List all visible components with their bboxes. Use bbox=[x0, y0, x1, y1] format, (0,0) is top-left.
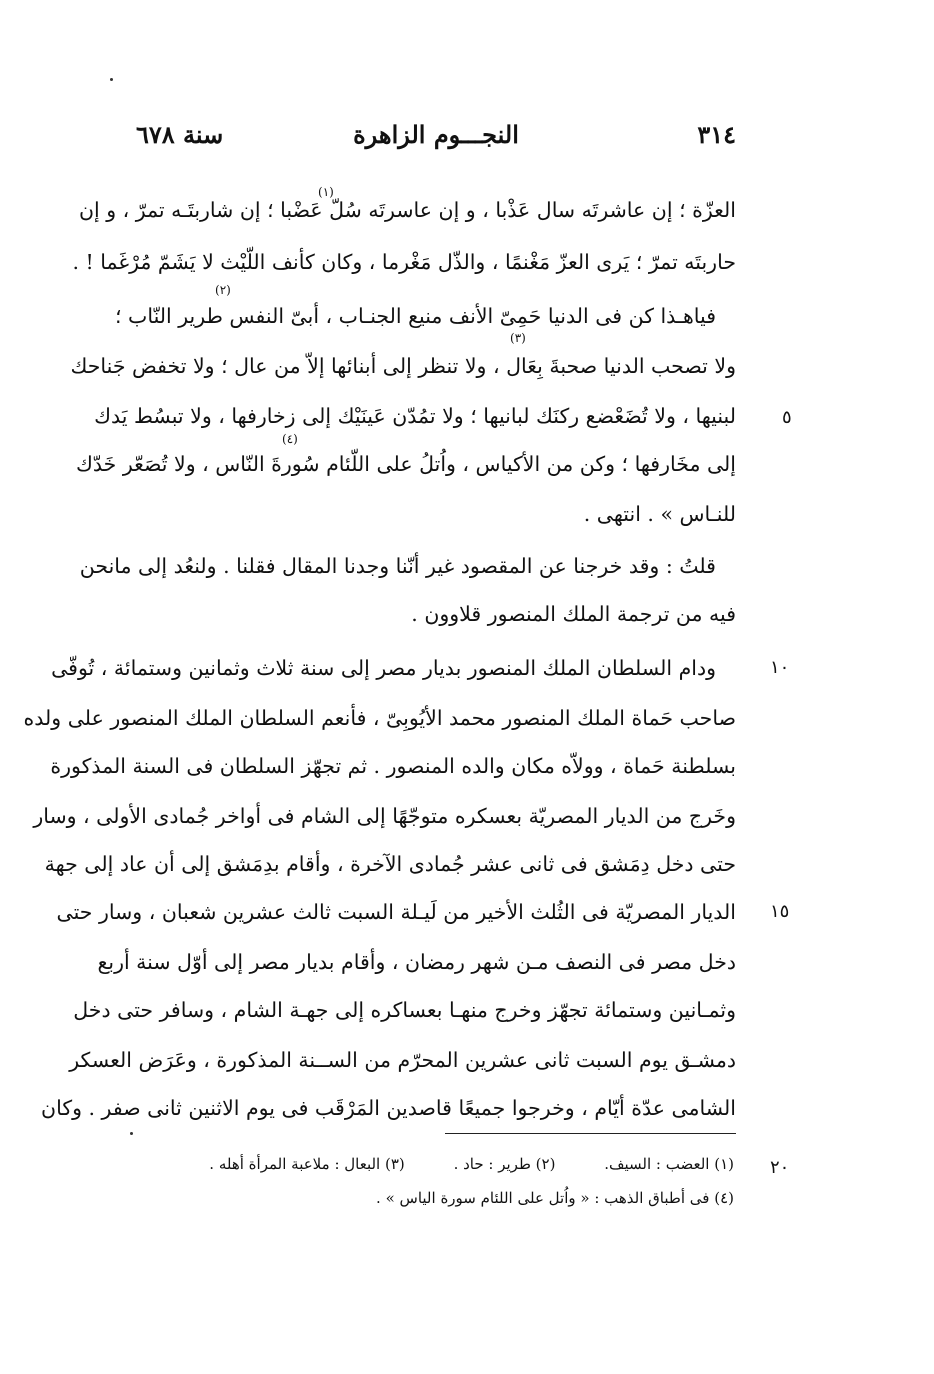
text-line: فيه من ترجمة الملك المنصور قلاوون . bbox=[411, 602, 736, 626]
text-line: حتى دخل دِمَشق فى ثانى عشر جُمادى الآخرة ، وأقام بدِمَشق إلى أن عاد إلى جهة bbox=[44, 852, 736, 876]
running-header bbox=[136, 120, 736, 160]
note-mark-3: (٣) bbox=[510, 331, 526, 345]
note-mark-1: (١) bbox=[318, 185, 334, 199]
scan-speck bbox=[110, 78, 113, 81]
text-line: لبنيها ، ولا تُضَعْضع ركنَك لبانيها ؛ ولا تمُدّن عَينَيْك إلى زخارفها ، ولا تبسُط يَدك bbox=[94, 404, 736, 428]
text-line: دمشـق يوم السبت ثانى عشرين المحرّم من الســنة المذكورة ، وعَرَض العسكر bbox=[69, 1048, 736, 1072]
text-line: الشامى عدّة أيّام ، وخرجوا جميعًا قاصدين المَرْقَب فى يوم الاثنين ثانى صفر . وكان bbox=[41, 1096, 736, 1120]
page-number: ٣١٤ bbox=[697, 120, 736, 149]
text-line: ولا تصحب الدنيا صحبةَ بِعَال ، ولا تنظر إلى أبنائها إلاّ من عال ؛ ولا تخفض جَناحك bbox=[70, 354, 736, 378]
text-line: وثمـانين وستمائة تجهّز وخرج منهـا بعساكره إلى جهـة الشام ، وسافر حتى دخل bbox=[73, 998, 736, 1022]
footnote-row bbox=[209, 1150, 734, 1178]
margin-line-number: ٥ bbox=[782, 407, 792, 428]
footnote: (٢) طرير : حاد . bbox=[453, 1155, 556, 1173]
text-line: فياهـذا كن فى الدنيا حَمِىّ الأنف منيع الجنـاب ، أبىّ النفس طرير النّاب ؛ bbox=[115, 304, 716, 328]
footnote: (١) العضب : السيف. bbox=[604, 1155, 734, 1173]
text-line: بسلطنة حَماة ، وولاّه مكان والده المنصور . ثم تجهّز السلطان فى السنة المذكورة bbox=[50, 754, 736, 778]
footnote: (٣) البعال : ملاعبة المرأة أهله . bbox=[209, 1155, 405, 1173]
margin-line-number: ٢٠ bbox=[770, 1157, 790, 1178]
text-line: وخَرج من الديار المصريّة بعسكره متوجّهًا إلى الشام فى أواخر جُمادى الأولى ، وسار bbox=[33, 804, 736, 828]
text-line: دخل مصر فى النصف مـن شهر رمضان ، وأقام بديار مصر إلى أوّل سنة أربع bbox=[97, 950, 736, 974]
text-line: العزّة ؛ إن عاشرتَه سال عَذْبا ، و إن عاسرتَه سُلّ عَضْبا ؛ إن شاربتَـه تمرّ ، و إن bbox=[78, 198, 736, 222]
margin-line-number: ١٥ bbox=[770, 901, 790, 922]
footnote: (٤) فى أطباق الذهب : « واُتل على اللئام سورة الياس » . bbox=[376, 1189, 734, 1207]
margin-line-number: ١٠ bbox=[770, 657, 790, 678]
note-mark-2: (٢) bbox=[215, 283, 231, 297]
footnote-divider bbox=[445, 1133, 736, 1134]
text-line: الديار المصريّة فى الثُلث الأخير من لَيـلة السبت ثالث عشرين شعبان ، وسار حتى bbox=[56, 900, 736, 924]
text-line: حاربتَه تمرّ ؛ يَرى العزّ مَغْنمًا ، والذّل مَغْرما ، وكان كأنف اللّيْث لا يَشَمّ مُرْغَما ! . bbox=[72, 250, 736, 274]
text-line: للنـاس » . انتهى . bbox=[583, 502, 736, 526]
year-label: سنة ٦٧٨ bbox=[136, 120, 224, 149]
scan-speck bbox=[130, 1132, 133, 1135]
footnote-row bbox=[376, 1184, 734, 1212]
running-title: النجـــوم الزاهرة bbox=[353, 120, 519, 149]
text-line: ودام السلطان الملك المنصور بديار مصر إلى سنة ثلاث وثمانين وستمائة ، تُوفّى bbox=[51, 656, 716, 680]
text-line: إلى مخَارفها ؛ وكن من الأكياس ، واُتلُ على اللّئام سُورةَ النّاس ، ولا تُصَعّر خَدّك bbox=[75, 452, 736, 476]
text-line: قلتُ : وقد خرجنا عن المقصود غير أنّنا وجدنا المقال فقلنا . ولنعُد إلى مانحن bbox=[79, 554, 716, 578]
note-mark-4: (٤) bbox=[282, 432, 298, 446]
text-line: صاحب حَماة الملك المنصور محمد الأيُوبِىّ ، فأنعم السلطان الملك المنصور على ولده bbox=[23, 706, 736, 730]
